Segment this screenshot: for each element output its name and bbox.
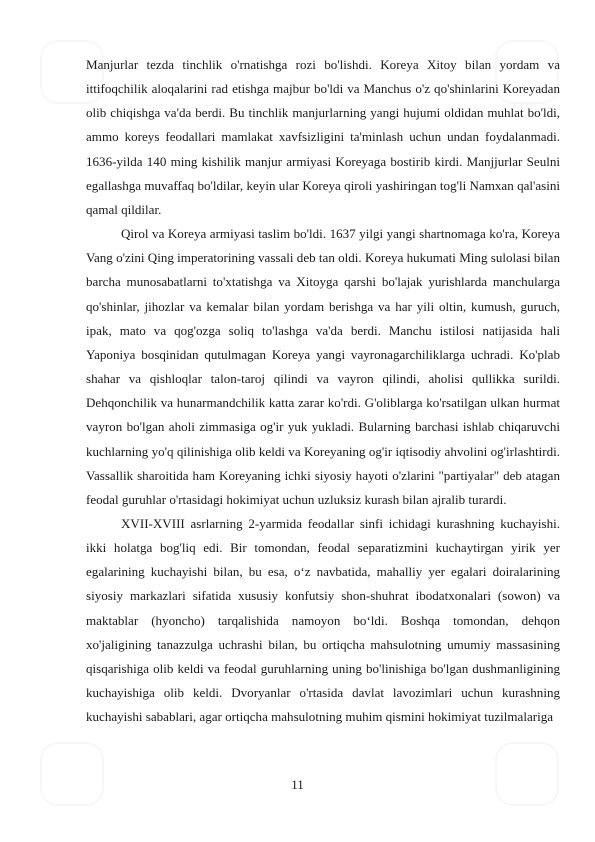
paragraph-3: XVII-XVIII asrlarning 2-yarmida feodallar sinfi ichidagi kurashning kuchayishi. ikki holatga bog'liq edi. Bir tomondan, feodal separatizmini kuchaytirgan yirik yer egalarining kuchayishi bilan, bu esa, o‘z navbatida, mahalliy yer egalari doiralarining siyosiy markazlari sifatida xususiy konfutsiy shon-shuhrat ibodatxonalari (sowon) va maktablar (hyoncho) tarqalishida namoyon bo‘ldi. Boshqa tomondan, dehqon xo'jaligining tanazzulga uchrashi bilan, bu ortiqcha mahsulotning umumiy massasining qisqarishiga olib keldi va feodal guruhlarning uning bo'linishiga bo'lgan dushmanligining kuchayishiga olib keldi. Dvoryanlar o'rtasida davlat lavozimlari uchun kurashning kuchayishi sabablari, agar ortiqcha mahsulotning muhim qismini hokimiyat tuzilmalariga [86,515,560,725]
watermark-shape [40,742,104,806]
watermark-shape [495,742,559,806]
paragraph-1: Manjurlar tezda tinchlik o'rnatishga rozi bo'lishdi. Koreya Xitoy bilan yordam va ittifoqchilik aloqalarini rad etishga majbur bo'ldi va Manchus o'z qo'shinlarini Koreyadan olib chiqishga va'da berdi. Bu tinchlik manjurlarning yangi hujumi oldidan muhlat bo'ldi, ammo koreys feodallari mamlakat xavfsizligini ta'minlash uchun undan foydalanmadi. 1636-yilda 140 ming kishilik manjur armiyasi Koreyaga bostirib kirdi. Manjjurlar Seulni egallashga muvaffaq bo'ldilar, keyin ular Koreya qiroli yashiringan tog'li Namxan qal'asini qamal qildilar. [86,57,560,217]
paragraph-2: Qirol va Koreya armiyasi taslim bo'ldi. 1637 yilgi yangi shartnomaga ko'ra, Koreya Vang o'zini Qing imperatorining vassali deb tan oldi. Koreya hukumati Ming sulolasi bilan barcha munosabatlarni to'xtatishga va Xitoyga qarshi bo'lajak yurishlarda manchularga qo'shinlar, jihozlar va kemalar bilan yordam berishga va har yili oltin, kumush, guruch, ipak, mato va qog'ozga soliq to'lashga va'da berdi. Manchu istilosi natijasida hali Yaponiya bosqinidan qutulmagan Koreya yangi vayronagarchiliklarga uchradi. Ko'plab shahar va qishloqlar talon-taroj qilindi va vayron qilindi, aholisi qullikka surildi. Dehqonchilik va hunarmandchilik katta zarar ko'rdi. G'oliblarga ko'rsatilgan ulkan hurmat vayron bo'lgan aholi zimmasiga og'ir yuk yukladi. Bularning barchasi ishlab chiqaruvchi kuchlarning yo'q qilinishiga olib keldi va Koreyaning og'ir iqtisodiy ahvolini og'irlashtirdi. Vassallik sharoitida ham Koreyaning ichki siyosiy hayoti o'zlarini "partiyalar" deb atagan feodal guruhlar o'rtasidagi hokimiyat uchun uzluksiz kurash bilan ajralib turardi. [86,226,560,507]
body-text [86,53,560,729]
page-number: 11 [291,777,304,792]
